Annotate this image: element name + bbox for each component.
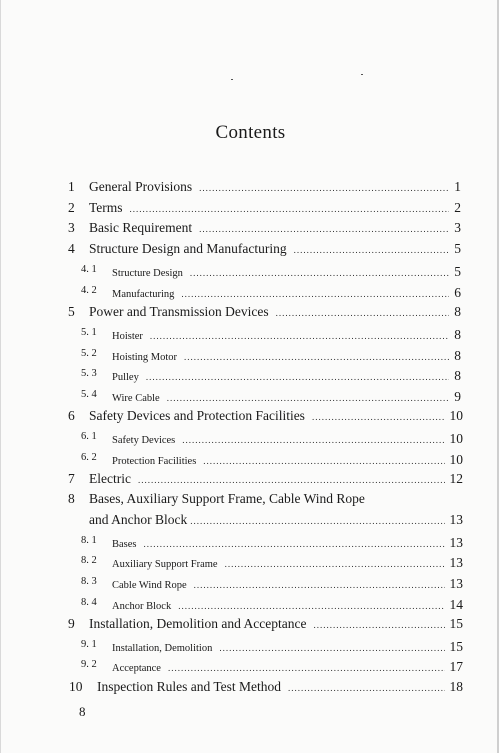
toc-entry-page: 6 bbox=[454, 285, 461, 300]
toc-entry-page: 12 bbox=[449, 471, 463, 486]
dot-leader bbox=[288, 684, 444, 693]
toc-entry-page: 10 bbox=[449, 452, 463, 467]
dot-leader bbox=[184, 353, 449, 362]
toc-entry-number: 6 bbox=[68, 408, 75, 423]
toc-entry-number: 6. 1 bbox=[81, 431, 97, 442]
toc-entry-number: 5. 1 bbox=[81, 327, 97, 338]
dot-leader bbox=[167, 394, 450, 403]
toc-entry-label: Bases, Auxiliary Support Frame, Cable Wind Rope bbox=[89, 491, 365, 506]
toc-entry[interactable] bbox=[69, 679, 463, 695]
dot-leader bbox=[150, 332, 449, 341]
toc-entry-number: 5. 2 bbox=[81, 348, 97, 359]
toc-entry-page: 15 bbox=[449, 616, 463, 631]
toc-entry-number: 8. 1 bbox=[81, 535, 97, 546]
toc-subentry[interactable] bbox=[81, 555, 463, 571]
toc-entry[interactable] bbox=[68, 408, 463, 424]
toc-entry-number: 8 bbox=[68, 491, 75, 506]
toc-entry-page: 14 bbox=[449, 597, 463, 612]
toc-entry-label: Auxiliary Support Frame bbox=[112, 559, 218, 570]
toc-entry-label: Installation, Demolition and Acceptance bbox=[89, 616, 307, 631]
toc-entry-page: 5 bbox=[454, 264, 461, 279]
toc-subentry[interactable] bbox=[81, 431, 463, 447]
toc-entry-page: 17 bbox=[449, 659, 463, 674]
toc-entry-number: 5. 4 bbox=[81, 389, 97, 400]
dot-leader bbox=[146, 373, 449, 382]
toc-entry-number: 4. 1 bbox=[81, 264, 97, 275]
dot-leader bbox=[182, 436, 444, 445]
toc-entry-label: Acceptance bbox=[112, 663, 161, 674]
toc-entry-number: 5 bbox=[68, 304, 75, 319]
dot-leader bbox=[168, 664, 445, 673]
dot-leader bbox=[138, 476, 445, 485]
dot-leader bbox=[276, 309, 450, 318]
toc-entry-label: General Provisions bbox=[89, 179, 193, 194]
toc-entry-page: 2 bbox=[454, 200, 461, 215]
toc-entry-page: 8 bbox=[454, 368, 461, 383]
toc-entry-number: 1 bbox=[68, 179, 75, 194]
toc-entry-page: 13 bbox=[449, 512, 463, 527]
toc-entry-page: 9 bbox=[454, 389, 461, 404]
toc-subentry[interactable] bbox=[81, 576, 463, 592]
toc-entry-label: Hoisting Motor bbox=[112, 352, 178, 363]
dot-leader bbox=[294, 246, 450, 255]
toc-entry-label: Pulley bbox=[112, 372, 139, 383]
toc-subentry[interactable] bbox=[81, 285, 461, 301]
toc-entry-page: 5 bbox=[454, 241, 461, 256]
toc-subentry[interactable] bbox=[81, 639, 463, 655]
toc-entry-page: 8 bbox=[454, 348, 461, 363]
dot-leader bbox=[194, 581, 445, 590]
toc-entry-label: Hoister bbox=[112, 331, 143, 342]
toc-subentry[interactable] bbox=[81, 389, 461, 405]
toc-subentry[interactable] bbox=[81, 659, 463, 675]
toc-entry-label: Installation, Demolition bbox=[112, 643, 213, 654]
toc-entry-label: Wire Cable bbox=[112, 393, 160, 404]
toc-subentry[interactable] bbox=[81, 452, 463, 468]
toc-entry[interactable] bbox=[68, 616, 463, 632]
toc-entry-label: Electric bbox=[89, 471, 131, 486]
toc-entry-label: Protection Facilities bbox=[112, 456, 197, 467]
toc-entry-page: 13 bbox=[449, 555, 463, 570]
toc-entry-label: Terms bbox=[89, 200, 123, 215]
toc-entry[interactable] bbox=[68, 179, 461, 195]
toc-entry-label: and Anchor Block bbox=[89, 512, 188, 527]
toc-entry-number: 4 bbox=[68, 241, 75, 256]
toc-subentry[interactable] bbox=[81, 535, 463, 551]
toc-entry-label: Basic Requirement bbox=[89, 220, 193, 235]
toc-entry-label: Power and Transmission Devices bbox=[89, 304, 269, 319]
toc-entry-number: 4. 2 bbox=[81, 285, 97, 296]
toc-entry-page: 1 bbox=[454, 179, 461, 194]
toc-entry-number: 8. 4 bbox=[81, 597, 97, 608]
toc-entry-label: Anchor Block bbox=[112, 601, 172, 612]
dot-leader bbox=[219, 644, 444, 653]
toc-entry-number: 6. 2 bbox=[81, 452, 97, 463]
toc-entry-page: 10 bbox=[449, 408, 463, 423]
toc-entry-page: 10 bbox=[449, 431, 463, 446]
toc-subentry[interactable] bbox=[81, 597, 463, 613]
toc-entry-number: 3 bbox=[68, 220, 75, 235]
toc-entry-page: 18 bbox=[449, 679, 463, 694]
toc-subentry[interactable] bbox=[81, 348, 461, 364]
toc-entry-label: Inspection Rules and Test Method bbox=[97, 679, 282, 694]
toc-entry[interactable] bbox=[68, 241, 461, 257]
dot-leader bbox=[225, 560, 445, 569]
toc-entry[interactable] bbox=[68, 471, 463, 487]
toc-entry-number: 9. 2 bbox=[81, 659, 97, 670]
contents-title: Contents bbox=[215, 122, 286, 143]
dot-leader bbox=[199, 184, 449, 193]
toc-entry[interactable] bbox=[68, 220, 461, 236]
dot-leader bbox=[190, 517, 444, 526]
toc-subentry[interactable] bbox=[81, 264, 461, 280]
toc-entry-number: 5. 3 bbox=[81, 368, 97, 379]
toc-entry-page: 8 bbox=[454, 304, 461, 319]
toc-entry-label: Safety Devices bbox=[112, 435, 176, 446]
toc-entry-label: Manufacturing bbox=[112, 289, 175, 300]
toc-entry-label: Structure Design and Manufacturing bbox=[89, 241, 287, 256]
toc-entry-continuation[interactable] bbox=[89, 512, 463, 528]
dot-leader bbox=[178, 602, 444, 611]
page-number: 8 bbox=[79, 704, 86, 719]
toc-entry-number: 2 bbox=[68, 200, 75, 215]
toc-entry-label: Bases bbox=[112, 539, 137, 550]
toc-entry-number: 10 bbox=[69, 679, 83, 694]
toc-entry-number: 8. 2 bbox=[81, 555, 97, 566]
toc-entry-page: 3 bbox=[454, 220, 461, 235]
toc-entry-number: 9 bbox=[68, 616, 75, 631]
dot-leader bbox=[203, 457, 444, 466]
toc-subentry[interactable] bbox=[81, 368, 461, 384]
toc-entry[interactable] bbox=[68, 491, 365, 507]
dot-leader bbox=[130, 205, 450, 214]
toc-entry-number: 8. 3 bbox=[81, 576, 97, 587]
toc-entry-number: 9. 1 bbox=[81, 639, 97, 650]
toc-entry-label: Cable Wind Rope bbox=[112, 580, 187, 591]
dot-leader bbox=[190, 269, 449, 278]
table-of-contents bbox=[1, 0, 499, 753]
dot-leader bbox=[144, 540, 445, 549]
toc-entry-page: 13 bbox=[449, 576, 463, 591]
toc-entry-page: 8 bbox=[454, 327, 461, 342]
toc-entry-number: 7 bbox=[68, 471, 75, 486]
toc-entry-page: 13 bbox=[449, 535, 463, 550]
dot-leader bbox=[313, 621, 444, 630]
toc-entry[interactable] bbox=[68, 304, 461, 320]
dot-leader bbox=[312, 413, 445, 422]
toc-subentry[interactable] bbox=[81, 327, 461, 343]
toc-entry-label: Structure Design bbox=[112, 268, 183, 279]
toc-entry[interactable] bbox=[68, 200, 461, 216]
dot-leader bbox=[199, 225, 449, 234]
dot-leader bbox=[181, 290, 449, 299]
toc-entry-page: 15 bbox=[449, 639, 463, 654]
toc-entry-label: Safety Devices and Protection Facilities bbox=[89, 408, 305, 423]
